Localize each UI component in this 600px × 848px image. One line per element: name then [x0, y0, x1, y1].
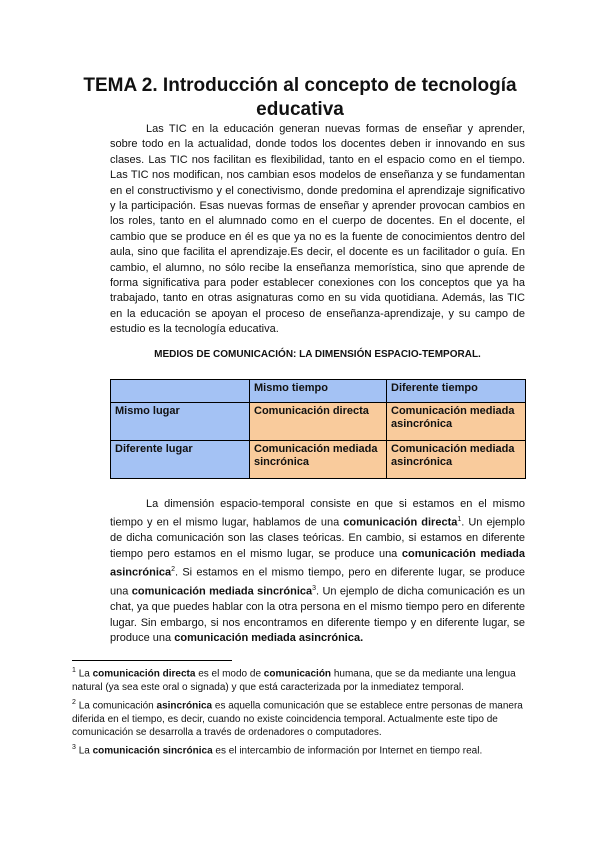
footnote-term: comunicación — [263, 668, 332, 680]
footnote-text: es el modo de — [198, 668, 262, 680]
footnote-divider — [72, 660, 232, 661]
table-header-same-time: Mismo tiempo — [250, 380, 387, 403]
table-header-different-time: Diferente tiempo — [387, 380, 526, 403]
space-time-table — [110, 379, 526, 479]
cell-direct-communication: Comunicación directa — [250, 403, 387, 441]
term-direct-communication: comunicación directa — [343, 517, 458, 530]
text-segment: La dimensión espacio-temporal consiste en que si estamos en el mismo tiempo y en el mismo lugar, hablamos de una — [110, 498, 525, 530]
page-title: TEMA 2. Introducción al concepto de tecnología educativa — [83, 75, 517, 120]
footnote-3 — [72, 741, 532, 758]
row-label-same-place: Mismo lugar — [111, 403, 250, 441]
footnote-ref-1[interactable]: 1 — [457, 516, 462, 524]
footnote-term: asincrónica — [156, 700, 213, 712]
footnote-term: comunicación directa — [92, 668, 196, 680]
intro-text: Las TIC en la educación generan nuevas formas de enseñar y aprender, sobre todo en la actualidad, donde todos los docentes deben ir innovando en sus clases. Las TIC nos facilitan es flexibilidad, tanto en el espacio como en el tiempo. Las TIC nos modifican, nos cambian esos modelos de enseñanza y se fundamentan en el constructivismo y el conectivismo, donde predomina el aprendizaje significativo y la participación. Esas nuevas formas de enseñar y aprender provocan cambios en los roles, tanto en el alumnado como en el cuerpo de docentes. En el docente, el cambio que se produce en él es que ya no es la fuente de conocimientos dentro del aula, sino que facilita el aprendizaje.Es decir, el docente es un facilitador o guía. En cambio, el alumno, no sólo recibe la enseñanza memorística, sino que aprende de forma significativa para poder establecer conexiones con los conceptos que ya ha trabajado, tanto en otras asignaturas como en su vida quotidiana. Además, las TIC en la educación se apoyan el proceso de enseñanza-aprendizaje, y su campo de estudio es la tecnología educativa. — [110, 123, 525, 336]
footnote-number: 2 — [72, 698, 76, 706]
footnote-term: comunicación sincrónica — [92, 745, 213, 757]
table-row — [111, 441, 526, 479]
footnote-text: La — [78, 668, 90, 680]
cell-mediated-asynchronous: Comunicación mediada asincrónica — [387, 403, 526, 441]
term-mediated-asynchronous: comunicación mediada asincrónica — [110, 547, 525, 579]
table-header-row — [111, 380, 526, 403]
table-corner-cell — [111, 380, 250, 403]
footnote-text: humana, que se da mediante una lengua natural (ya sea este oral o signada) y que está caracterizada por la inmediatez temporal. — [72, 668, 516, 693]
section-heading: MEDIOS DE COMUNICACIÓN: LA DIMENSIÓN ESPACIO-TEMPORAL. — [154, 349, 481, 360]
table-row — [111, 403, 526, 441]
cell-mediated-synchronous: Comunicación mediada sincrónica — [250, 441, 387, 479]
footnote-number: 3 — [72, 744, 76, 752]
text-segment: . Un ejemplo de dicha comunicación es un chat, ya que puedes hablar con la otra persona en el mismo tiempo pero en diferente lugar. Sin embargo, si nos encontramos en diferente tiempo y en diferente lugar, se produce una — [110, 586, 525, 645]
footnote-ref-3[interactable]: 3 — [312, 585, 317, 593]
footnote-text: La comunicación — [78, 700, 154, 712]
intro-paragraph — [110, 122, 525, 338]
term-mediated-asynchronous-final: comunicación mediada asincrónica. — [174, 632, 364, 645]
footnote-text: La — [78, 745, 90, 757]
text-segment: . Si estamos en el mismo tiempo, pero en diferente lugar, se produce una — [110, 566, 525, 598]
footnote-number: 1 — [72, 667, 76, 674]
term-mediated-synchronous: comunicación mediada sincrónica — [131, 586, 313, 598]
footnote-text: es el intercambio de información por Internet en tiempo real. — [215, 745, 483, 757]
row-label-different-place: Diferente lugar — [111, 441, 250, 479]
footnote-ref-2[interactable]: 2 — [171, 566, 176, 574]
footnote-1 — [72, 664, 532, 694]
cell-mediated-asynchronous-2: Comunicación mediada asincrónica — [387, 441, 526, 479]
footnote-text: es aquella comunicación que se establece entre personas de manera diferida en el tiempo, es decir, cuando no existe coincidencia temporal. Actualmente este tipo de comunicación se desarrolla a través de ordenadores o computadores. — [72, 700, 523, 738]
footnote-2 — [72, 696, 532, 739]
text-segment: . Un ejemplo de dicha comunicación son las clases teóricas. En cambio, si estamos en diferente tiempo pero estamos en el mismo lugar, se produce una — [110, 517, 525, 560]
space-time-paragraph — [110, 497, 525, 647]
footnotes — [72, 664, 532, 760]
